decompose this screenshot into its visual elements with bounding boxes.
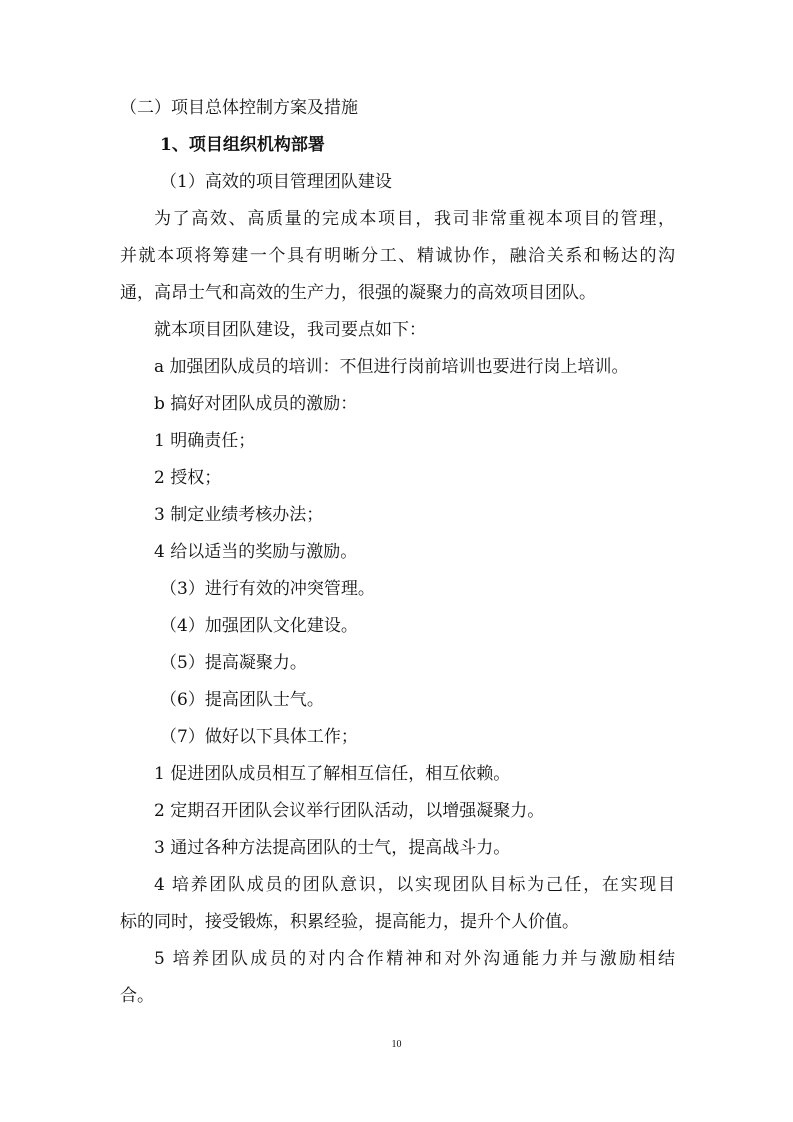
list-item: 2 定期召开团队会议举行团队活动，以增强凝聚力。 [154,801,545,821]
list-item: 3 制定业绩考核办法； [154,505,324,525]
list-item: 1 促进团队成员相互了解相互信任，相互依赖。 [154,764,511,784]
list-item: 1 明确责任； [154,431,256,451]
item-1-heading: （1）高效的项目管理团队建设 [160,172,392,192]
intro-paragraph-line: 为了高效、高质量的完成本项目，我司非常重视本项目的管理， [154,209,675,229]
item-heading: （6）提高团队士气。 [160,690,324,710]
list-item: 3 通过各种方法提高团队的士气，提高战斗力。 [154,838,511,858]
list-item: 4 给以适当的奖励与激励。 [154,542,358,562]
list-item: 5 培养团队成员的对内合作精神和对外沟通能力并与激励相结 [154,949,675,969]
item-heading: （4）加强团队文化建设。 [160,616,358,636]
item-heading: （5）提高凝聚力。 [160,653,307,673]
item-heading: （3）进行有效的冲突管理。 [160,579,375,599]
intro-paragraph-line: 并就本项将筹建一个具有明晰分工、精诚协作，融洽关系和畅达的沟 [120,246,675,266]
list-item: 2 授权； [154,468,222,488]
section-heading: （二）项目总体控制方案及措施 [120,98,358,118]
item-heading: （7）做好以下具体工作； [160,727,358,747]
page-number: 10 [391,1039,402,1050]
intro-paragraph-line: 通，高昂士气和高效的生产力，很强的凝聚力的高效项目团队。 [120,283,596,303]
list-item: 4 培养团队成员的团队意识，以实现团队目标为己任，在实现目 [154,875,675,895]
point-b: b 搞好对团队成员的激励： [154,394,358,414]
points-intro: 就本项目团队建设，我司要点如下： [154,320,426,340]
point-a: a 加强团队成员的培训：不但进行岗前培训也要进行岗上培训。 [154,357,629,377]
subsection-heading: 1、项目组织机构部署 [160,135,325,155]
list-item-continuation: 标的同时，接受锻炼，积累经验，提高能力，提升个人价值。 [120,912,579,932]
list-item-continuation: 合。 [120,986,154,1006]
